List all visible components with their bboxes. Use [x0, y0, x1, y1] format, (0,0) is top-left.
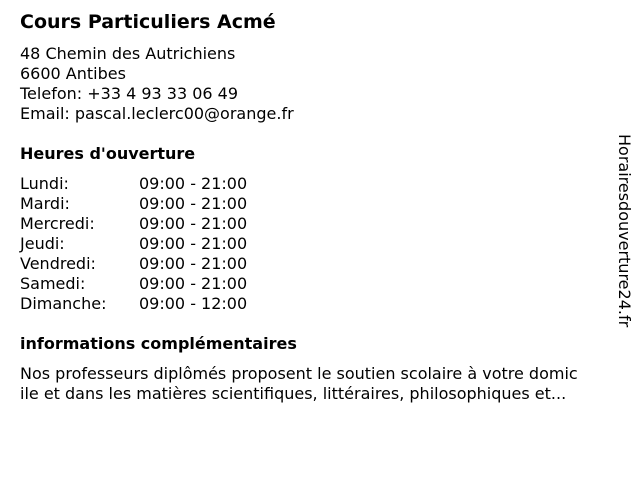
phone-text: Telefon: +33 4 93 33 06 49	[20, 84, 239, 103]
day-label: Samedi:	[20, 274, 86, 293]
address-line-city: 6600 Antibes	[20, 64, 126, 83]
time-range: 09:00 - 21:00	[139, 254, 248, 273]
info-heading: informations complémentaires	[20, 334, 297, 353]
day-label: Dimanche:	[20, 294, 107, 313]
site-watermark: Horairesdouverture24.fr	[615, 134, 634, 328]
hours-heading: Heures d'ouverture	[20, 144, 196, 163]
info-description	[20, 364, 620, 404]
info-line: ile et dans les matières scientifiques, littéraires, philosophiques et...	[20, 384, 567, 403]
time-range: 09:00 - 21:00	[139, 234, 248, 253]
day-label: Vendredi:	[20, 254, 96, 273]
info-line: Nos professeurs diplômés proposent le soutien scolaire à votre domic	[20, 364, 578, 383]
time-range: 09:00 - 21:00	[139, 214, 248, 233]
day-label: Mardi:	[20, 194, 70, 213]
day-label: Mercredi:	[20, 214, 95, 233]
time-range: 09:00 - 21:00	[139, 274, 248, 293]
address-line-street: 48 Chemin des Autrichiens	[20, 44, 236, 63]
time-range: 09:00 - 21:00	[139, 174, 248, 193]
time-range: 09:00 - 12:00	[139, 294, 248, 313]
business-name: Cours Particuliers Acmé	[20, 11, 276, 33]
day-label: Jeudi:	[20, 234, 65, 253]
contact-block	[20, 44, 294, 124]
email-text: Email: pascal.leclerc00@orange.fr	[20, 104, 294, 123]
day-label: Lundi:	[20, 174, 69, 193]
time-range: 09:00 - 21:00	[139, 194, 248, 213]
